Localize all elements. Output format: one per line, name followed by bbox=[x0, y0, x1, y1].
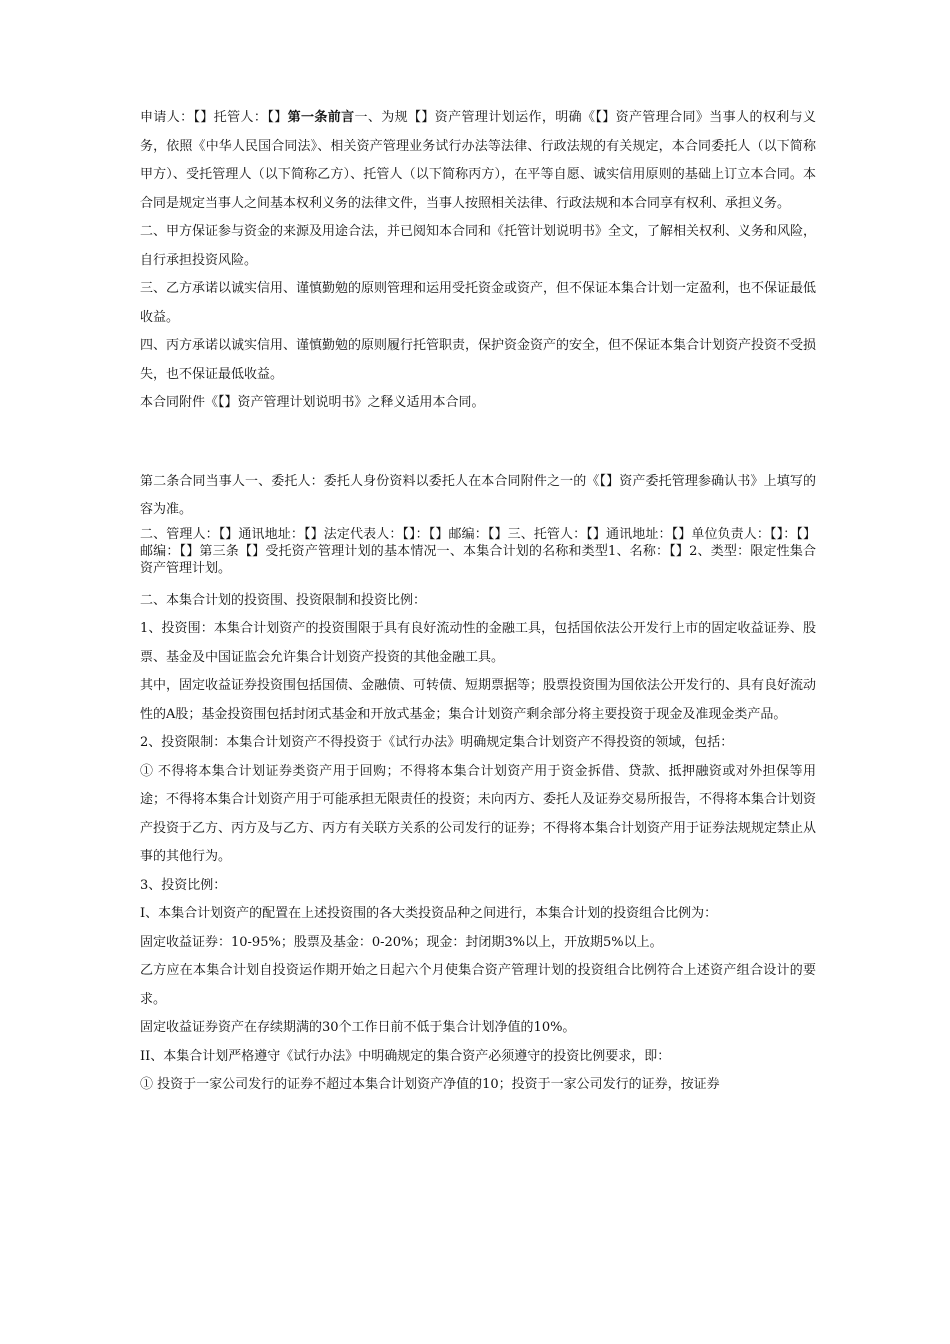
article-1-heading: 第一条前言 bbox=[287, 110, 355, 125]
paragraph-investment-limits: 2、投资限制：本集合计划资产不得投资于《试行办法》明确规定集合计划资产不得投资的领域，包括： bbox=[140, 735, 734, 750]
paragraph-compliance: II、本集合计划严格遵守《试行办法》中明确规定的集合资产必须遵守的投资比例要求，即： bbox=[140, 1048, 671, 1064]
paragraph-article-2: 第二条合同当事人一、委托人：委托人身份资料以委托人在本合同附件之一的《【】资产委托管理参确认书》上填写的容为准。 bbox=[140, 473, 816, 517]
paragraph-prohibitions: ① 不得将本集合计划证券类资产用于回购；不得将本集合计划资产用于资金拆借、贷款、抵押融资或对外担保等用途；不得将本集合计划资产用于可能承担无限责任的投资；未向丙方、委托人及证券交易所报告，不得将本集合计划资产投资于乙方、丙方及与乙方、丙方有关联方关系的公司发行的证券；不得将本集合计划资产用于证券法规规定禁止从事的其他行为。 bbox=[140, 763, 817, 864]
preamble-parties: 申请人：【】托管人：【】 bbox=[140, 110, 288, 125]
paragraph-fixed-income: 固定收益证券资产在存续期满的30个工作日前不低于集合计划净值的10%。 bbox=[140, 1020, 576, 1035]
paragraph-ratio-heading: 3、投资比例： bbox=[140, 877, 227, 893]
paragraph-party-a: 二、甲方保证参与资金的来源及用途合法，并已阅知本合同和《托管计划说明书》全文，了解相关权利、义务和风险，自行承担投资风险。 bbox=[140, 224, 817, 268]
paragraph-preamble bbox=[140, 104, 816, 218]
paragraph-investment-heading: 二、本集合计划的投资围、投资限制和投资比例： bbox=[140, 592, 427, 608]
paragraph-investment-scope-detail: 其中，固定收益证券投资围包括国债、金融债、可转债、短期票据等；股票投资围为国依法公开发行的、具有良好流动性的A股；基金投资围包括封闭式基金和开放式基金；集合计划资产剩余部分将主要投资于现金及准现金类产品。 bbox=[140, 678, 817, 722]
paragraph-single-issuer: ① 投资于一家公司发行的证券不超过本集合计划资产净值的10；投资于一家公司发行的证券，按证券 bbox=[140, 1077, 720, 1092]
paragraph-party-b: 三、乙方承诺以诚实信用、谨慎勤勉的原则管理和运用受托资金或资产，但不保证本集合计划一定盈利，也不保证最低收益。 bbox=[140, 281, 817, 325]
preamble-text: 一、为规【】资产管理计划运作，明确《【】资产管理合同》当事人的权利与义务，依照《中华人民国合同法》、相关资产管理业务试行办法等法律、行政法规的有关规定，本合同委托人（以下简称甲方）、受托管理人（以下简称乙方）、托管人（以下简称丙方），在平等自愿、诚实信用原则的基础上订立本合同。本合同是规定当事人之间基本权利义务的法律文件，当事人按照相关法律、行政法规和本合同享有权利、承担义务。 bbox=[140, 110, 816, 211]
paragraph-ratio-values: 固定收益证券：10-95%；股票及基金：0-20%；现金：封闭期3%以上，开放期5%以上。 bbox=[140, 934, 663, 950]
document-body bbox=[140, 104, 816, 1100]
section-gap bbox=[140, 418, 816, 468]
paragraph-definitions: 本合同附件《【】资产管理计划说明书》之释义适用本合同。 bbox=[140, 395, 485, 410]
paragraph-parties-info: 二、管理人：【】通讯地址：【】法定代表人：【】：【】邮编：【】三、托管人：【】通讯地址：【】单位负责人：【】：【】邮编：【】第三条【】受托资产管理计划的基本情况一、本集合计划的名称和类型1、名称：【】2、类型：限定性集合资产管理计划。 bbox=[140, 526, 816, 576]
paragraph-ratio-allocation: I、本集合计划资产的配置在上述投资围的各大类投资品种之间进行，本集合计划的投资组合比例为： bbox=[140, 906, 718, 921]
paragraph-investment-scope: 1、投资围：本集合计划资产的投资围限于具有良好流动性的金融工具，包括国依法公开发行上市的固定收益证券、股票、基金及中国证监会允许集合计划资产投资的其他金融工具。 bbox=[140, 621, 816, 665]
paragraph-party-c: 四、丙方承诺以诚实信用、谨慎勤勉的原则履行托管职责，保护资金资产的安全，但不保证本集合计划资产投资不受损失，也不保证最低收益。 bbox=[140, 338, 817, 382]
paragraph-ratio-timing: 乙方应在本集合计划自投资运作期开始之日起六个月使集合资产管理计划的投资组合比例符合上述资产组合设计的要求。 bbox=[140, 963, 816, 1007]
